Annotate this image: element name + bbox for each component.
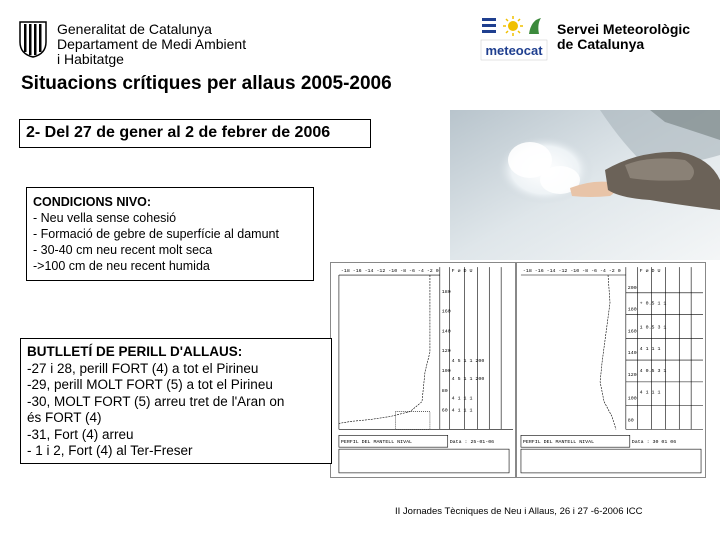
smc-line-2: de Catalunya	[557, 36, 645, 52]
snow-profile-chart-2	[516, 262, 706, 478]
svg-text:4 1 1 1: 4 1 1 1	[451, 408, 473, 414]
snow-profile-chart-1	[330, 262, 516, 478]
svg-text:-18 -16 -14 -12 -10 -8 -6 -4 -: -18 -16 -14 -12 -10 -8 -6 -4 -2 0	[522, 269, 621, 275]
svg-text:120: 120	[441, 349, 451, 355]
svg-text:F ø D U: F ø D U	[451, 269, 473, 275]
svg-text:100: 100	[441, 368, 451, 374]
org-line-2: Departament de Medi Ambient	[57, 36, 247, 52]
bulletin-line: - 1 i 2, Fort (4) al Ter-Freser	[27, 443, 193, 458]
bulletin-line: -29, perill MOLT FORT (5) a tot el Pirineu	[27, 377, 273, 392]
bulletin-title: BUTLLETÍ DE PERILL D'ALLAUS:	[27, 344, 243, 359]
svg-text:4 0.5 3 1: 4 0.5 3 1	[639, 368, 667, 374]
svg-text:80: 80	[627, 418, 634, 424]
svg-text:4 1 1 1: 4 1 1 1	[639, 390, 661, 396]
conditions-line: - Formació de gebre de superfície al damunt	[33, 227, 279, 241]
svg-text:160: 160	[627, 329, 637, 335]
svg-text:140: 140	[441, 329, 451, 335]
svg-text:160: 160	[441, 309, 451, 315]
svg-text:180: 180	[441, 289, 451, 295]
bulletin-line: -27 i 28, perill FORT (4) a tot el Pirineu	[27, 360, 259, 376]
slide-title: Situacions crítiques per allaus 2005-2006	[21, 73, 392, 94]
profile1-date: Data : 25-01-06	[449, 440, 495, 446]
svg-text:80: 80	[441, 388, 448, 394]
svg-text:1 0.5 3 1: 1 0.5 3 1	[639, 325, 667, 331]
svg-text:4 5 1 1 200: 4 5 1 1 200	[451, 376, 485, 382]
svg-text:4 1 1 1: 4 1 1 1	[639, 347, 661, 353]
svg-text:4 1 1 1: 4 1 1 1	[451, 396, 473, 402]
svg-text:180: 180	[627, 307, 637, 313]
svg-text:140: 140	[627, 351, 637, 357]
organization-name	[57, 22, 246, 67]
footer-credit: II Jornades Tècniques de Neu i Allaus, 26 i 27 -6-2006 ICC	[395, 506, 643, 517]
conditions-title: CONDICIONS NIVO:	[33, 195, 152, 209]
meteocat-logo	[479, 14, 549, 64]
snow-conditions-box	[26, 187, 314, 281]
smc-name	[557, 22, 690, 52]
svg-text:-18 -16 -14 -12 -10 -8 -6 -4 -: -18 -16 -14 -12 -10 -8 -6 -4 -2 0	[340, 269, 439, 275]
conditions-line: - 30-40 cm neu recent molt seca	[33, 243, 213, 257]
svg-text:120: 120	[627, 372, 637, 378]
snow-hand-photo	[450, 110, 720, 260]
svg-text:4 5 1 1 200: 4 5 1 1 200	[451, 359, 485, 365]
conditions-line: - Neu vella sense cohesió	[33, 211, 177, 225]
meteocat-wordmark: meteocat	[485, 43, 543, 58]
svg-text:60: 60	[441, 408, 448, 414]
profile2-date: Data : 30 01 06	[631, 440, 677, 446]
conditions-line: ->100 cm de neu recent humida	[33, 259, 210, 273]
avalanche-bulletin-box	[20, 338, 332, 464]
bulletin-line: és FORT (4)	[27, 410, 102, 425]
bulletin-line: -31, Fort (4) arreu	[27, 426, 134, 442]
bulletin-line: -30, MOLT FORT (5) arreu tret de l'Aran on	[27, 393, 285, 409]
org-line-3: i Habitatge	[57, 51, 124, 67]
profile2-caption: PERFIL DEL MANTELL NIVAL	[522, 440, 595, 446]
profile1-caption: PERFIL DEL MANTELL NIVAL	[340, 440, 413, 446]
period-heading: 2- Del 27 de gener al 2 de febrer de 2006	[19, 119, 371, 148]
svg-text:100: 100	[627, 396, 637, 402]
svg-text:+ 0.5 1 1: + 0.5 1 1	[639, 301, 667, 307]
senyera-shield-icon	[18, 20, 48, 58]
svg-text:F ø D U: F ø D U	[639, 269, 661, 275]
org-line-1: Generalitat de Catalunya	[57, 21, 212, 37]
svg-text:200: 200	[627, 285, 637, 291]
smc-line-1: Servei Meteorològic	[557, 21, 691, 37]
